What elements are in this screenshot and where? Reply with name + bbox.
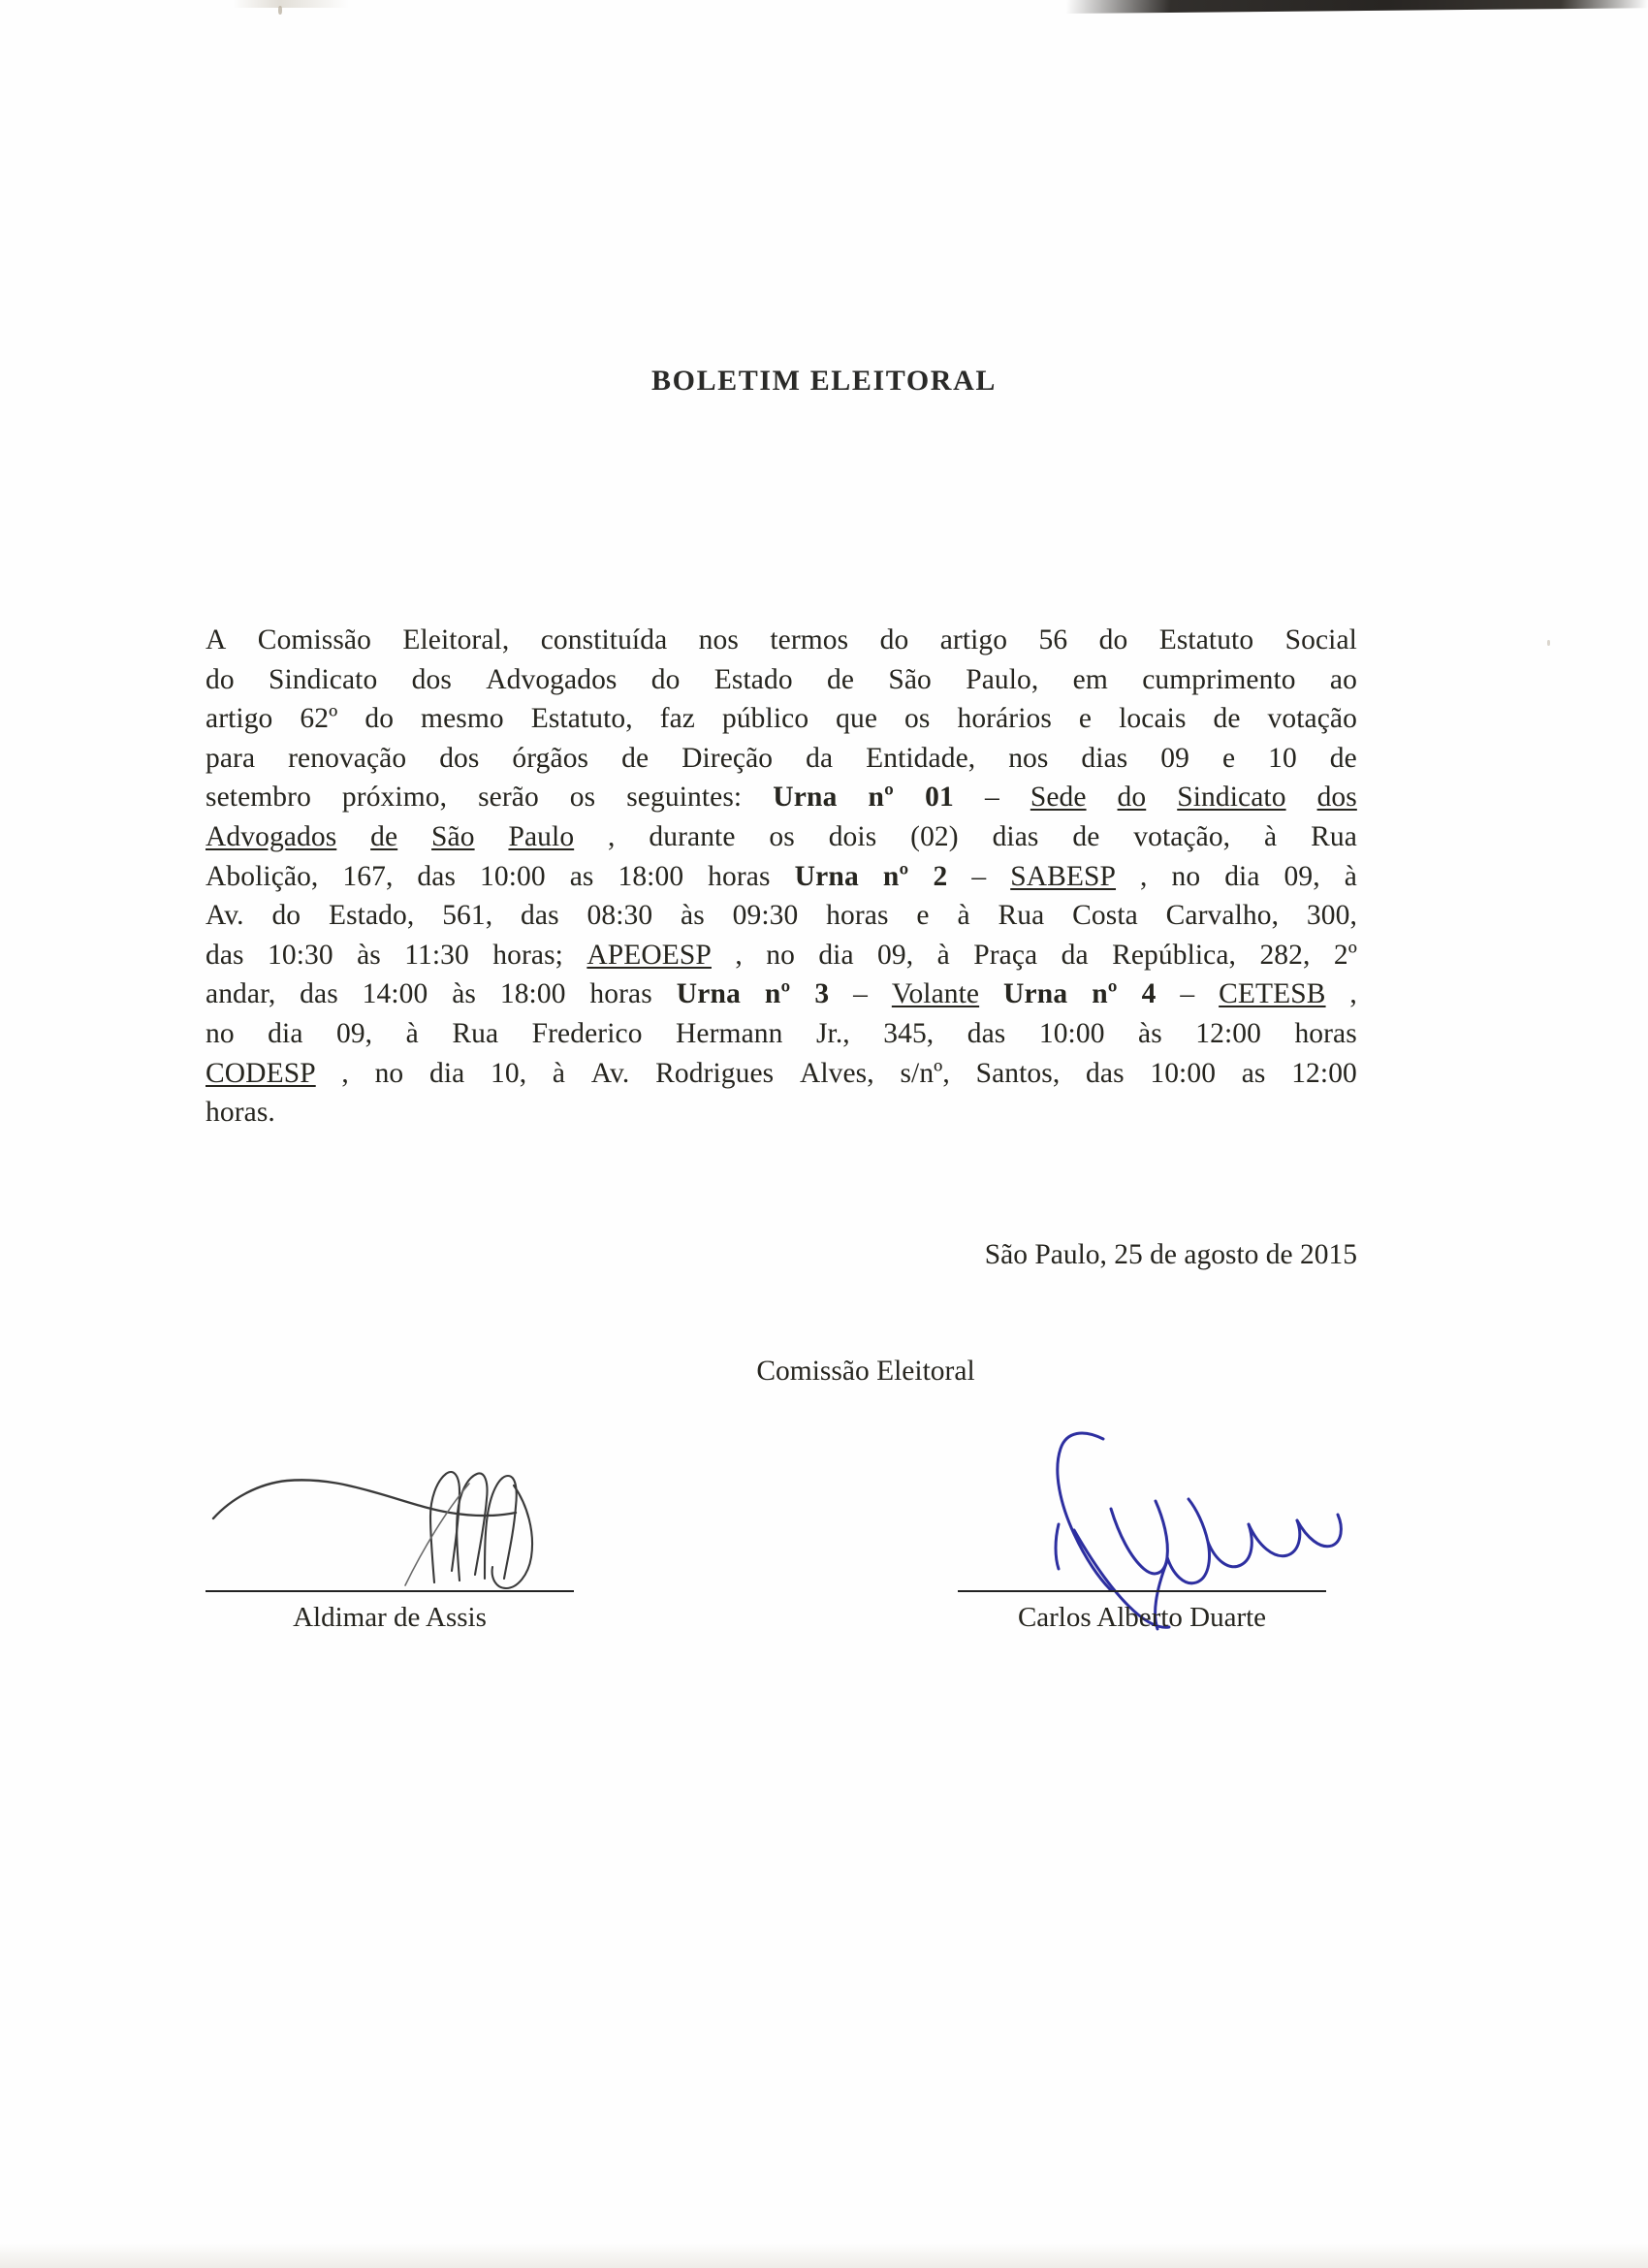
body-word: Costa — [1072, 900, 1138, 932]
body-word: horas — [826, 900, 889, 932]
body-word: Santos, — [975, 1057, 1061, 1089]
body-word: mesmo — [421, 703, 504, 735]
body-word: 561, — [442, 900, 493, 932]
body-word: , — [341, 1057, 349, 1089]
body-word: dias — [1081, 742, 1128, 774]
body-line — [206, 896, 1357, 936]
body-word: 345, — [883, 1017, 935, 1049]
body-word: das — [300, 978, 338, 1010]
body-word: CETESB — [1219, 978, 1326, 1010]
body-word: Praça — [973, 939, 1038, 971]
body-word: faz — [659, 703, 695, 735]
body-word: Advogados — [486, 663, 618, 695]
body-word: do — [650, 663, 681, 695]
body-word: 09:30 — [732, 900, 799, 932]
body-word: de — [826, 663, 855, 695]
body-word: – — [984, 782, 999, 814]
body-word: 62º — [300, 703, 338, 735]
body-word: à — [936, 939, 950, 971]
body-word: 3 — [814, 978, 830, 1010]
body-word: 18:00 — [499, 978, 566, 1010]
page-title: BOLETIM ELEITORAL — [651, 365, 997, 397]
body-word: que — [836, 703, 878, 735]
body-word: Carvalho, — [1165, 900, 1280, 932]
body-word: – — [1180, 978, 1195, 1010]
body-paragraph — [206, 621, 1357, 1133]
body-word: de — [370, 820, 398, 852]
body-word: Advogados — [206, 820, 337, 852]
body-word: de — [621, 742, 650, 774]
body-word: Abolição, — [206, 860, 319, 892]
body-word: 12:00 — [1291, 1057, 1357, 1089]
body-word: 09 — [1160, 742, 1189, 774]
body-word: votação — [1267, 703, 1357, 735]
body-word: às — [1138, 1017, 1162, 1049]
body-word: 09, — [877, 939, 914, 971]
body-line — [206, 1093, 1357, 1133]
body-word: – — [971, 860, 987, 892]
body-word: público — [721, 703, 809, 735]
body-word: Hermann — [676, 1017, 783, 1049]
body-word: Urna — [773, 782, 838, 814]
body-word: horas — [708, 860, 771, 892]
body-word: Jr., — [815, 1017, 850, 1049]
body-word: renovação — [288, 742, 407, 774]
body-word: de — [1072, 820, 1100, 852]
body-word: à — [1264, 820, 1278, 852]
body-word: Urna — [1002, 978, 1068, 1010]
body-word: São — [888, 663, 932, 695]
body-word: serão — [478, 782, 539, 814]
commission-caption-text: Comissão Eleitoral — [756, 1356, 975, 1387]
body-word: do — [879, 624, 909, 655]
body-word: nº — [764, 978, 791, 1010]
body-line — [206, 974, 1357, 1014]
body-word: Urna — [676, 978, 742, 1010]
body-word: 12:00 — [1195, 1017, 1261, 1049]
body-word: Frederico — [531, 1017, 643, 1049]
body-word: CODESP — [206, 1057, 316, 1089]
body-word: do — [1117, 782, 1147, 814]
body-word: 08:30 — [586, 900, 653, 932]
body-word: nos — [698, 624, 739, 655]
body-word: dois — [828, 820, 877, 852]
body-word: dias — [992, 820, 1039, 852]
body-word: Av. — [590, 1057, 630, 1089]
body-word: 18:00 — [618, 860, 684, 892]
body-word: Estatuto, — [530, 703, 633, 735]
body-word: seguintes: — [626, 782, 743, 814]
body-word: 09, — [1284, 860, 1320, 892]
body-word: Paulo — [508, 820, 575, 852]
body-word: s/nº, — [900, 1057, 950, 1089]
body-word: de — [1329, 742, 1357, 774]
body-word: da — [1061, 939, 1089, 971]
body-word: no — [1171, 860, 1201, 892]
body-word: 01 — [925, 782, 954, 814]
body-word: Rua — [998, 900, 1045, 932]
body-word: das — [521, 900, 559, 932]
body-word: dia — [1224, 860, 1260, 892]
body-word: à — [552, 1057, 566, 1089]
body-word: às — [357, 939, 381, 971]
body-line — [206, 1054, 1357, 1094]
body-word: à — [405, 1017, 419, 1049]
body-word: Sindicato — [269, 663, 378, 695]
body-word: e — [916, 900, 930, 932]
body-line — [206, 936, 1357, 975]
body-word: 2 — [933, 860, 948, 892]
body-word: Urna — [794, 860, 859, 892]
scan-speck — [278, 6, 282, 15]
body-word: no — [206, 1017, 235, 1049]
body-line — [206, 1014, 1357, 1054]
body-word: , — [735, 939, 743, 971]
body-line — [206, 857, 1357, 897]
body-word: 2º — [1333, 939, 1357, 971]
body-word: nº — [1092, 978, 1118, 1010]
body-word: horas — [1294, 1017, 1357, 1049]
body-word: votação, — [1133, 820, 1231, 852]
body-word: Estado — [713, 663, 793, 695]
body-word: Volante — [891, 978, 980, 1010]
body-word: horas; — [492, 939, 563, 971]
body-word: da — [806, 742, 834, 774]
body-word: à — [1344, 860, 1357, 892]
body-word: andar, — [206, 978, 276, 1010]
body-word: , — [1140, 860, 1148, 892]
body-word: APEOESP — [586, 939, 712, 971]
body-word: e — [1078, 703, 1093, 735]
body-word: os — [904, 703, 931, 735]
body-word: das — [1086, 1057, 1125, 1089]
body-word: em — [1072, 663, 1108, 695]
body-word: 10:00 — [480, 860, 546, 892]
body-word: locais — [1119, 703, 1187, 735]
body-word: Direção — [681, 742, 774, 774]
body-word: , — [608, 820, 616, 852]
body-word: 10:30 — [268, 939, 333, 971]
body-word: as — [569, 860, 594, 892]
body-line — [206, 660, 1357, 700]
body-word: Entidade, — [866, 742, 976, 774]
body-word: os — [769, 820, 795, 852]
body-word: os — [569, 782, 596, 814]
body-word: ao — [1329, 663, 1357, 695]
body-word: 14:00 — [362, 978, 428, 1010]
body-word: das — [206, 939, 244, 971]
commission-caption — [0, 1356, 1648, 1388]
body-segment: horas. — [206, 1097, 275, 1129]
body-word: dos — [1316, 782, 1357, 814]
body-word: das — [967, 1017, 1006, 1049]
body-line — [206, 817, 1357, 857]
body-word: nos — [1008, 742, 1049, 774]
body-word: 300, — [1306, 900, 1357, 932]
body-word: no — [766, 939, 795, 971]
body-word: dos — [439, 742, 480, 774]
body-word: SABESP — [1010, 860, 1117, 892]
body-word: Comissão — [257, 624, 371, 655]
date-line: São Paulo, 25 de agosto de 2015 — [984, 1239, 1357, 1270]
body-line — [206, 778, 1357, 817]
body-word: Eleitoral, — [402, 624, 510, 655]
signature-rule-left — [206, 1590, 574, 1592]
body-word: Av. — [206, 900, 244, 932]
body-line — [206, 699, 1357, 739]
scan-shade-bottom — [0, 2243, 1648, 2268]
body-word: nº — [868, 782, 895, 814]
body-word: 4 — [1141, 978, 1157, 1010]
signature-rule-right — [958, 1590, 1326, 1592]
body-line — [206, 739, 1357, 779]
body-word: , — [1349, 978, 1357, 1010]
body-word: Rua — [452, 1017, 499, 1049]
body-word: horários — [957, 703, 1052, 735]
body-word: horas — [589, 978, 652, 1010]
body-word: órgãos — [512, 742, 589, 774]
signature-name-right: Carlos Alberto Duarte — [1017, 1602, 1267, 1633]
body-word: de — [1213, 703, 1241, 735]
body-word: das — [417, 860, 457, 892]
signature-name-left: Aldimar de Assis — [293, 1602, 487, 1633]
body-word: Paulo, — [966, 663, 1039, 695]
body-word: termos — [770, 624, 849, 655]
scan-edge-artifact-top — [1066, 0, 1648, 14]
body-line — [206, 621, 1357, 660]
body-word: próximo, — [341, 782, 448, 814]
body-word: dia — [428, 1057, 465, 1089]
body-word: 282, — [1259, 939, 1311, 971]
body-word: 10, — [491, 1057, 527, 1089]
body-word: 10:00 — [1038, 1017, 1105, 1049]
scan-speck — [1547, 640, 1550, 646]
body-word: artigo — [206, 703, 273, 735]
scan-edge-artifact-left — [233, 0, 349, 8]
body-word: cumprimento — [1142, 663, 1296, 695]
body-word: no — [374, 1057, 404, 1089]
body-word: para — [206, 742, 256, 774]
body-word: Rodrigues — [655, 1057, 775, 1089]
body-word: artigo — [939, 624, 1008, 655]
body-word: 56 — [1038, 624, 1068, 655]
body-word: 167, — [342, 860, 394, 892]
body-word: do — [271, 900, 301, 932]
body-word: Sindicato — [1177, 782, 1286, 814]
body-word: 11:30 — [404, 939, 469, 971]
body-word: do — [1098, 624, 1128, 655]
signature-ink-aldimar-de-assis — [206, 1435, 593, 1605]
body-word: 10:00 — [1150, 1057, 1217, 1089]
body-word: Rua — [1311, 820, 1357, 852]
body-word: Estatuto — [1158, 624, 1254, 655]
body-word: nº — [882, 860, 909, 892]
body-word: República, — [1112, 939, 1237, 971]
body-word: constituída — [540, 624, 668, 655]
body-word: 10 — [1268, 742, 1297, 774]
body-word: Sede — [1030, 782, 1087, 814]
body-word: do — [364, 703, 395, 735]
body-word: às — [452, 978, 476, 1010]
body-word: do — [206, 663, 235, 695]
body-word: Social — [1284, 624, 1357, 655]
body-word: as — [1241, 1057, 1266, 1089]
body-word: (02) — [910, 820, 959, 852]
body-word: São — [431, 820, 475, 852]
body-word: setembro — [206, 782, 311, 814]
body-word: A — [206, 624, 227, 655]
body-word: 09, — [335, 1017, 373, 1049]
body-word: – — [853, 978, 868, 1010]
body-word: durante — [649, 820, 736, 852]
body-word: às — [681, 900, 705, 932]
body-word: Alves, — [799, 1057, 874, 1089]
body-word: dia — [818, 939, 854, 971]
body-word: dos — [411, 663, 452, 695]
body-word: e — [1221, 742, 1236, 774]
body-word: Estado, — [328, 900, 415, 932]
body-word: dia — [268, 1017, 303, 1049]
body-word: à — [957, 900, 970, 932]
